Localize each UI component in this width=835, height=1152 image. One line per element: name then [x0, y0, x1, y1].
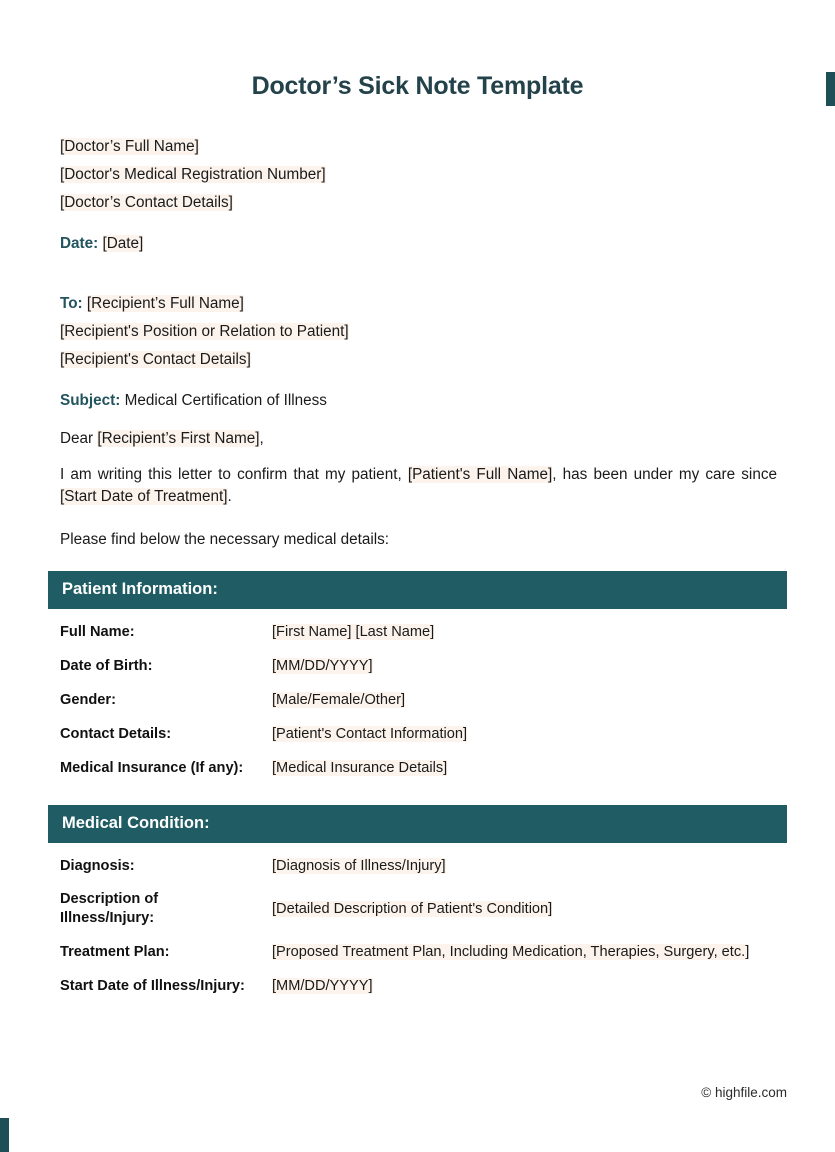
- row-value-placeholder: [Detailed Description of Patient's Condition]: [272, 901, 553, 917]
- recipient-contact-line: [48, 346, 787, 374]
- row-value-placeholder: [MM/DD/YYYY]: [272, 658, 373, 674]
- recipient-contact-details: [Recipient's Contact Details]: [60, 351, 251, 368]
- row-label: Gender:: [60, 691, 116, 708]
- intro-line: Please find below the necessary medical details:: [60, 530, 390, 548]
- row-label: Treatment Plan:: [60, 943, 170, 960]
- page-edge-mark-bottom-left: [0, 1118, 9, 1152]
- row-value: [272, 969, 787, 1003]
- row-value-placeholder: [Male/Female/Other]: [272, 692, 406, 708]
- footer-copyright: © highfile.com: [701, 1085, 787, 1100]
- sender-contact-line: [48, 189, 787, 217]
- subject-line: [48, 387, 787, 415]
- table-row: [48, 649, 787, 683]
- body-paragraph-part1: I am writing this letter to confirm that my patient,: [60, 465, 408, 483]
- recipient-block: [48, 290, 787, 374]
- row-value-placeholder: [Diagnosis of Illness/Injury]: [272, 858, 446, 874]
- table-row: [48, 849, 787, 883]
- row-value-placeholder: [Medical Insurance Details]: [272, 760, 448, 776]
- body-paragraph-part3: .: [227, 488, 232, 505]
- date-label: Date:: [60, 235, 99, 252]
- table-row: [48, 615, 787, 649]
- patient-full-name-placeholder: [Patient's Full Name]: [407, 465, 553, 483]
- date-value: [Date]: [102, 235, 144, 252]
- row-label: Medical Insurance (If any):: [60, 759, 244, 776]
- row-label: Date of Birth:: [60, 657, 153, 674]
- patient-information-body: [48, 615, 787, 785]
- row-value: [272, 849, 787, 883]
- sender-registration-line: [48, 161, 787, 189]
- document-page: [0, 72, 835, 1003]
- table-row: [48, 717, 787, 751]
- sender-contact-details: [Doctor’s Contact Details]: [60, 194, 233, 211]
- table-row: [48, 969, 787, 1003]
- section-heading-medical-condition: Medical Condition:: [48, 805, 787, 843]
- sender-registration-number: [Doctor's Medical Registration Number]: [60, 166, 326, 183]
- table-row: [48, 683, 787, 717]
- recipient-position: [Recipient's Position or Relation to Patient]: [60, 323, 349, 340]
- row-value: [272, 751, 787, 785]
- sender-block: [48, 133, 787, 217]
- salutation-suffix: ,: [259, 430, 264, 447]
- salutation-line: [48, 428, 787, 451]
- table-row: [48, 883, 787, 935]
- body-paragraph-part2: , has been under my care since: [552, 465, 777, 483]
- recipient-position-line: [48, 318, 787, 346]
- page-title: Doctor’s Sick Note Template: [251, 72, 584, 100]
- table-row: [48, 935, 787, 969]
- section-heading-patient-information: Patient Information:: [48, 571, 787, 609]
- row-label: Start Date of Illness/Injury:: [60, 977, 245, 994]
- row-label: Description of Illness/Injury:: [60, 891, 159, 926]
- row-label: Full Name:: [60, 623, 135, 640]
- date-line: [48, 230, 787, 258]
- row-value: [272, 883, 787, 935]
- row-value-placeholder: [Proposed Treatment Plan, Including Medication, Therapies, Surgery, etc.]: [272, 944, 750, 960]
- salutation-placeholder: [Recipient’s First Name]: [97, 430, 260, 447]
- subject-value: Medical Certification of Illness: [124, 392, 327, 409]
- sender-full-name-line: [48, 133, 787, 161]
- row-value: [272, 649, 787, 683]
- row-value: [272, 615, 787, 649]
- row-value-placeholder: [MM/DD/YYYY]: [272, 978, 373, 994]
- row-label: Diagnosis:: [60, 857, 135, 874]
- row-value-placeholder: [First Name] [Last Name]: [272, 624, 435, 640]
- recipient-full-name: [Recipient’s Full Name]: [86, 295, 244, 312]
- medical-condition-table: [48, 849, 787, 1003]
- sender-full-name: [Doctor’s Full Name]: [60, 138, 199, 155]
- salutation-prefix: Dear: [60, 430, 98, 447]
- body-paragraph: [48, 464, 787, 509]
- row-value: [272, 717, 787, 751]
- recipient-name-line: [48, 290, 787, 318]
- to-label: To:: [60, 295, 83, 312]
- row-label: Contact Details:: [60, 725, 172, 742]
- row-value: [272, 683, 787, 717]
- row-value: [272, 935, 787, 969]
- row-value-placeholder: [Patient's Contact Information]: [272, 726, 468, 742]
- treatment-start-date-placeholder: [Start Date of Treatment]: [60, 488, 228, 505]
- table-row: [48, 751, 787, 785]
- subject-label: Subject:: [60, 392, 121, 409]
- patient-information-table: [48, 615, 787, 785]
- medical-condition-body: [48, 849, 787, 1003]
